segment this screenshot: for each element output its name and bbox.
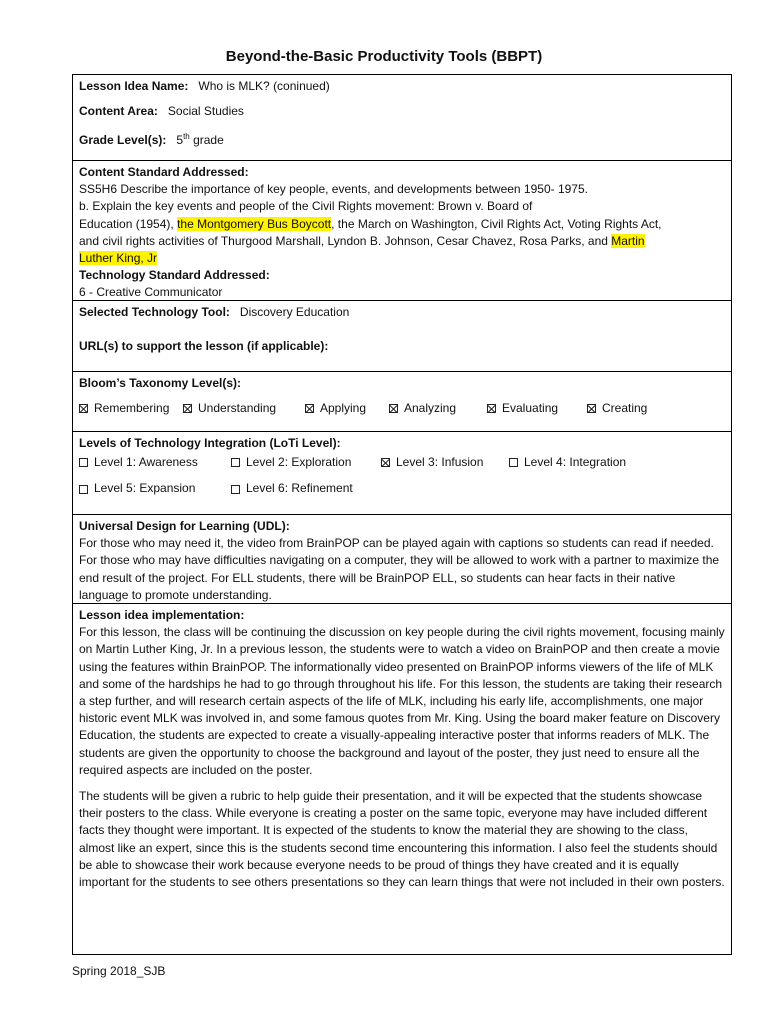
bloom-option-applying[interactable]: Applying xyxy=(305,400,389,417)
loti-label: Levels of Technology Integration (LoTi Level): xyxy=(79,436,341,450)
content-area-label: Content Area: xyxy=(79,104,158,119)
bloom-option-understanding[interactable]: Understanding xyxy=(183,400,305,417)
content-standard-line-3 xyxy=(79,216,725,233)
highlight-montgomery: the Montgomery Bus Boycott xyxy=(177,216,332,231)
grade-level-sup: th xyxy=(183,132,190,142)
loti-option-level-6[interactable]: Level 6: Refinement xyxy=(231,480,353,497)
content-area-value: Social Studies xyxy=(167,104,244,119)
bloom-cell xyxy=(73,372,731,432)
grade-level-row xyxy=(79,128,725,149)
bloom-option-analyzing[interactable]: Analyzing xyxy=(389,400,487,417)
tool-value: Discovery Education xyxy=(239,305,350,319)
bloom-option-remembering[interactable]: Remembering xyxy=(79,400,183,417)
content-area-row xyxy=(79,103,725,120)
unchecked-box-icon[interactable] xyxy=(79,458,88,467)
lesson-form xyxy=(72,74,732,955)
grade-level-value: 5 xyxy=(176,133,184,148)
footer: Spring 2018_SJB xyxy=(72,964,166,978)
loti-option-level-3[interactable]: Level 3: Infusion xyxy=(381,454,509,471)
content-standard-line-2: b. Explain the key events and people of the Civil Rights movement: Brown v. Board of xyxy=(79,199,533,214)
paragraph-gap xyxy=(79,779,725,788)
tech-standard-label: Technology Standard Addressed: xyxy=(79,268,270,283)
checked-box-icon[interactable] xyxy=(487,404,496,413)
lesson-name-label: Lesson Idea Name: xyxy=(79,79,189,93)
loti-option-level-5[interactable]: Level 5: Expansion xyxy=(79,480,231,497)
content-standard-line-5 xyxy=(79,250,725,267)
loti-option-level-1[interactable]: Level 1: Awareness xyxy=(79,454,231,471)
bloom-option-creating[interactable]: Creating xyxy=(587,400,647,417)
lesson-name-row xyxy=(79,78,725,95)
content-standard-line-4-start: and civil rights activities of Thurgood Marshall, Lyndon B. Johnson, Cesar Chavez, Rosa Parks, and xyxy=(79,233,612,248)
checked-box-icon[interactable] xyxy=(183,404,192,413)
implementation-paragraph-1: For this lesson, the class will be continuing the discussion on key people during the civil rights movement, focusing mainly on Martin Luther King, Jr. In a previous lesson, the students were to watch a video on BrainPOP and then create a movie using the features within BrainPOP. The informationally video presented on BrainPOP informs viewers of the life of MLK and some of the hardships he had to go through throughout his life. For this lesson, the students are taking their research a step further, and will research certain aspects of the life of MLK, including his early life, accomplishments, one major historic event MLK was involved in, and some famous quotes from Mr. King. Using the board maker feature on Discovery Education, the students are expected to create a visually-appealing interactive poster that informs readers of MLK. The students are given the opportunity to choose the background and layout of the poster, they just need to ensure all the required aspects are included on the poster. xyxy=(79,625,725,777)
content-standard-line-4 xyxy=(79,233,725,250)
unchecked-box-icon[interactable] xyxy=(509,458,518,467)
loti-option-level-4[interactable]: Level 4: Integration xyxy=(509,454,626,471)
tool-cell xyxy=(73,301,731,372)
content-standard-line-3-end: , the March on Washington, Civil Rights Act, Voting Rights Act, xyxy=(331,216,662,231)
checked-box-icon[interactable] xyxy=(79,404,88,413)
checked-box-icon[interactable] xyxy=(381,458,390,467)
udl-text: For those who may need it, the video from BrainPOP can be played again with captions so students can read if needed. For those who may have difficulties navigating on a computer, they will be allowed to work with a partner to maximize the end result of the project. For ELL students, there will be BrainPOP ELL, so students can hear facts in their native language to promote understanding. xyxy=(79,536,720,602)
grade-level-label: Grade Level(s): xyxy=(79,133,167,148)
checked-box-icon[interactable] xyxy=(389,404,398,413)
url-label: URL(s) to support the lesson (if applicable): xyxy=(79,339,329,354)
unchecked-box-icon[interactable] xyxy=(231,458,240,467)
content-standard-line-3-start: Education (1954), xyxy=(79,216,178,231)
implementation-cell xyxy=(73,604,731,954)
loti-options-row-1 xyxy=(79,454,725,471)
udl-cell xyxy=(73,515,731,604)
unchecked-box-icon[interactable] xyxy=(79,485,88,494)
grade-level-suffix: grade xyxy=(189,133,224,148)
bloom-label: Bloom’s Taxonomy Level(s): xyxy=(79,376,242,390)
implementation-paragraph-2: The students will be given a rubric to help guide their presentation, and it will be expected that the students showcase their posters to the class. While everyone is creating a poster on the same topic, everyone may have included different facts they thought were important. It is expected of the students to know the material they are showing to the class, almost like an expert, since this is the students second time encountering this information. I also feel the students should be able to showcase their work because everyone needs to be proud of things they have created and it is equally important for the students to see others presentations so they can learn things that were not included in their own posters. xyxy=(79,789,725,890)
checked-box-icon[interactable] xyxy=(305,404,314,413)
udl-label: Universal Design for Learning (UDL): xyxy=(79,519,290,533)
bloom-option-evaluating[interactable]: Evaluating xyxy=(487,400,587,417)
highlight-luther-king: Luther King, Jr xyxy=(79,251,158,266)
standards-cell xyxy=(73,161,731,301)
lesson-info-cell xyxy=(73,75,731,161)
lesson-name-value: Who is MLK? (coninued) xyxy=(198,79,330,93)
tech-standard-value: 6 - Creative Communicator xyxy=(79,285,223,300)
content-standard-line-1: SS5H6 Describe the importance of key people, events, and developments between 1950- 1975. xyxy=(79,182,588,197)
page-title: Beyond-the-Basic Productivity Tools (BBPT) xyxy=(225,48,543,65)
content-standard-label: Content Standard Addressed: xyxy=(79,165,249,179)
unchecked-box-icon[interactable] xyxy=(231,485,240,494)
loti-option-level-2[interactable]: Level 2: Exploration xyxy=(231,454,381,471)
bloom-options xyxy=(79,400,725,417)
checked-box-icon[interactable] xyxy=(587,404,596,413)
highlight-martin: Martin xyxy=(611,233,645,248)
implementation-label: Lesson idea implementation: xyxy=(79,608,245,622)
loti-cell xyxy=(73,432,731,515)
tool-label: Selected Technology Tool: xyxy=(79,305,230,319)
tool-row xyxy=(79,304,725,321)
loti-options-row-2 xyxy=(79,480,725,497)
